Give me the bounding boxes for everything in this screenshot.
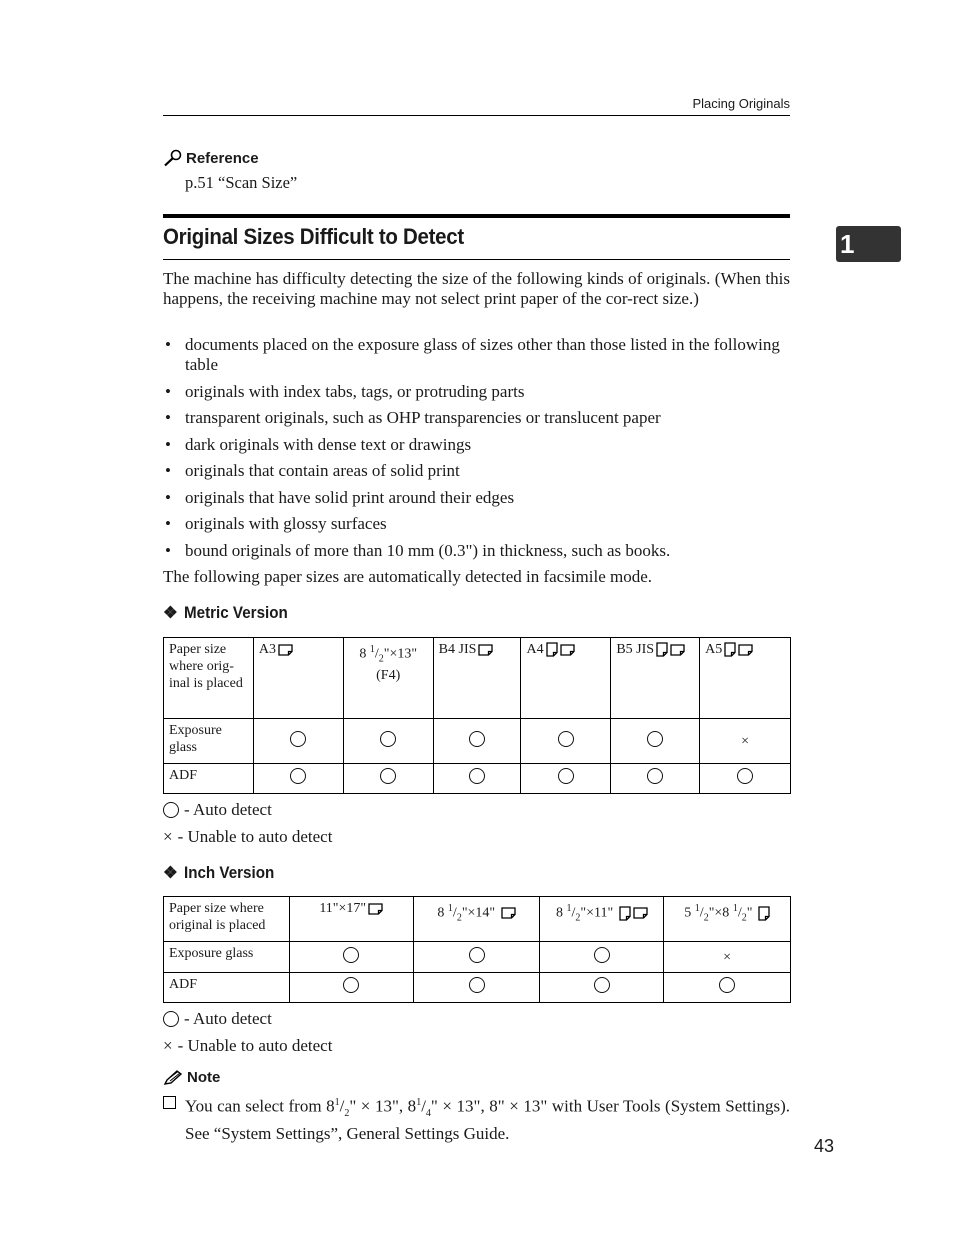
table-row [164,897,791,942]
detect-mark [540,973,664,1003]
diamond-bullet-icon: ❖ [163,864,178,882]
circle-icon [343,977,359,993]
circle-icon [163,802,179,818]
paper-orientation-icons [476,642,493,657]
header-rule [163,115,790,116]
list-item: • originals that have solid print around their edges [163,488,790,508]
list-item: • originals with glossy surfaces [163,514,790,534]
circle-icon [163,1011,179,1027]
landscape-paper-icon [368,903,383,915]
circle-icon [469,977,485,993]
list-item: • bound originals of more than 10 mm (0.3") in thickness, such as books. [163,541,790,561]
detect-mark [289,973,413,1003]
landscape-paper-icon [501,907,516,919]
detect-mark [253,764,343,794]
detect-mark [253,719,343,764]
auto-detect-paragraph: The following paper sizes are automatically detected in facsimile mode. [163,567,653,586]
circle-icon [343,947,359,963]
landscape-paper-icon [278,644,293,656]
portrait-paper-icon [724,642,736,657]
metric-col-b4: B4 JIS [433,638,521,719]
list-item: • originals with index tabs, tags, or protruding parts [163,382,790,402]
circle-icon [719,977,735,993]
legend-unable [163,827,332,847]
legend-auto-detect [163,800,272,820]
chapter-tab: 1 [836,226,901,262]
metric-table [163,637,791,794]
list-item: • dark originals with dense text or drawings [163,435,790,455]
table-row [164,638,791,719]
detect-mark [433,764,521,794]
detect-mark [664,942,791,973]
legend-auto-text: - Auto detect [184,1009,272,1028]
section-underline [163,259,790,260]
landscape-paper-icon [738,644,753,656]
paper-orientation-icons [756,906,770,921]
detect-mark [611,764,700,794]
metric-col-f4: 8 $^1/_2"\times 13$" (F4) [343,638,433,719]
row-label: ADF [164,764,254,794]
inch-col-8half-14: 8 $^1/_2"\times 14$" [413,897,540,942]
metric-heading-label: Metric Version [183,603,288,622]
circle-icon [737,768,753,784]
section-top-bar [163,214,790,218]
section-title: Original Sizes Difficult to Detect [163,224,464,249]
inch-heading [163,863,282,883]
legend-unable [163,1036,332,1056]
detect-mark [343,764,433,794]
legend-auto-text: - Auto detect [184,800,272,819]
detect-mark [540,942,664,973]
legend-unable-text: - Unable to auto detect [177,827,333,846]
list-item: • originals that contain areas of solid print [163,461,790,481]
reference-title: Reference [186,149,259,167]
detect-mark [433,719,521,764]
detect-mark [413,942,540,973]
metric-col-a3: A3 [253,638,343,719]
page-number: 43 [813,1136,834,1156]
table-row [164,942,791,973]
portrait-paper-icon [619,906,631,921]
detect-mark [700,719,791,764]
landscape-paper-icon [670,644,685,656]
difficult-originals-list [163,335,790,567]
circle-icon [594,947,610,963]
detect-mark [343,719,433,764]
detect-mark [700,764,791,794]
metric-col-b5: B5 JIS [611,638,700,719]
inch-table [163,896,791,1003]
table-header-label: Paper size where original is placed [164,897,290,942]
note-text: You can select from $8^1/_2$" × 13", $8^1/_4$" × 13", 8" × 13" with User Tools (System Settings). See “System Settings”, General Settings Guide. [185,1096,791,1144]
cross-icon: × [723,949,732,965]
note-item [163,1093,790,1144]
circle-icon [647,768,663,784]
circle-icon [647,731,663,747]
circle-icon [558,768,574,784]
cross-icon: × [163,1036,173,1055]
table-row [164,719,791,764]
legend-auto-detect [163,1009,272,1029]
portrait-paper-icon [656,642,668,657]
circle-icon [594,977,610,993]
list-item: • documents placed on the exposure glass of sizes other than those listed in the following table [163,335,790,375]
detect-mark [413,973,540,1003]
circle-icon [469,947,485,963]
magnifier-icon [163,149,183,167]
landscape-paper-icon [478,644,493,656]
checkbox-icon [163,1096,176,1109]
detect-mark [521,764,611,794]
circle-icon [290,731,306,747]
row-label: ADF [164,973,290,1003]
reference-body: p.51 “Scan Size” [185,173,298,192]
table-row [164,764,791,794]
circle-icon [469,731,485,747]
diamond-bullet-icon: ❖ [163,604,178,622]
portrait-paper-icon [546,642,558,657]
circle-icon [469,768,485,784]
circle-icon [290,768,306,784]
circle-icon [380,768,396,784]
paper-orientation-icons [366,901,383,916]
inch-heading-label: Inch Version [183,863,275,882]
detect-mark [664,973,791,1003]
table-row [164,973,791,1003]
paper-orientation-icons [722,642,753,657]
paper-orientation-icons [499,906,516,921]
portrait-paper-icon [758,906,770,921]
landscape-paper-icon [633,907,648,919]
row-label: Exposure glass [164,719,254,764]
row-label: Exposure glass [164,942,290,973]
legend-unable-text: - Unable to auto detect [177,1036,333,1055]
table-header-label: Paper size where orig-inal is placed [164,638,254,719]
running-header: Placing Originals [692,96,790,111]
intro-paragraph: The machine has difficulty detecting the size of the following kinds of originals. (When this happens, the receiving machine may not select print paper of the cor-rect size.) [163,269,790,308]
inch-col-8half-11: 8 $^1/_2"\times 11$" [540,897,664,942]
detect-mark [611,719,700,764]
metric-col-a5: A5 [700,638,791,719]
list-item: • transparent originals, such as OHP transparencies or translucent paper [163,408,790,428]
paper-orientation-icons [544,642,575,657]
landscape-paper-icon [560,644,575,656]
cross-icon: × [163,827,173,846]
reference-heading [163,149,259,167]
paper-orientation-icons [276,642,293,657]
paper-orientation-icons [654,642,685,657]
inch-col-11x17: 11"×17" [289,897,413,942]
paper-orientation-icons [617,906,648,921]
pencil-icon [163,1070,183,1086]
metric-col-a4: A4 [521,638,611,719]
inch-col-5half-8half: 5 $^1/_2"\times 8$ $^1/_2$" [664,897,791,942]
detect-mark [521,719,611,764]
detect-mark [289,942,413,973]
note-title: Note [187,1069,221,1086]
metric-heading [163,603,297,623]
circle-icon [558,731,574,747]
cross-icon: × [741,733,750,749]
circle-icon [380,731,396,747]
note-heading [163,1069,220,1086]
